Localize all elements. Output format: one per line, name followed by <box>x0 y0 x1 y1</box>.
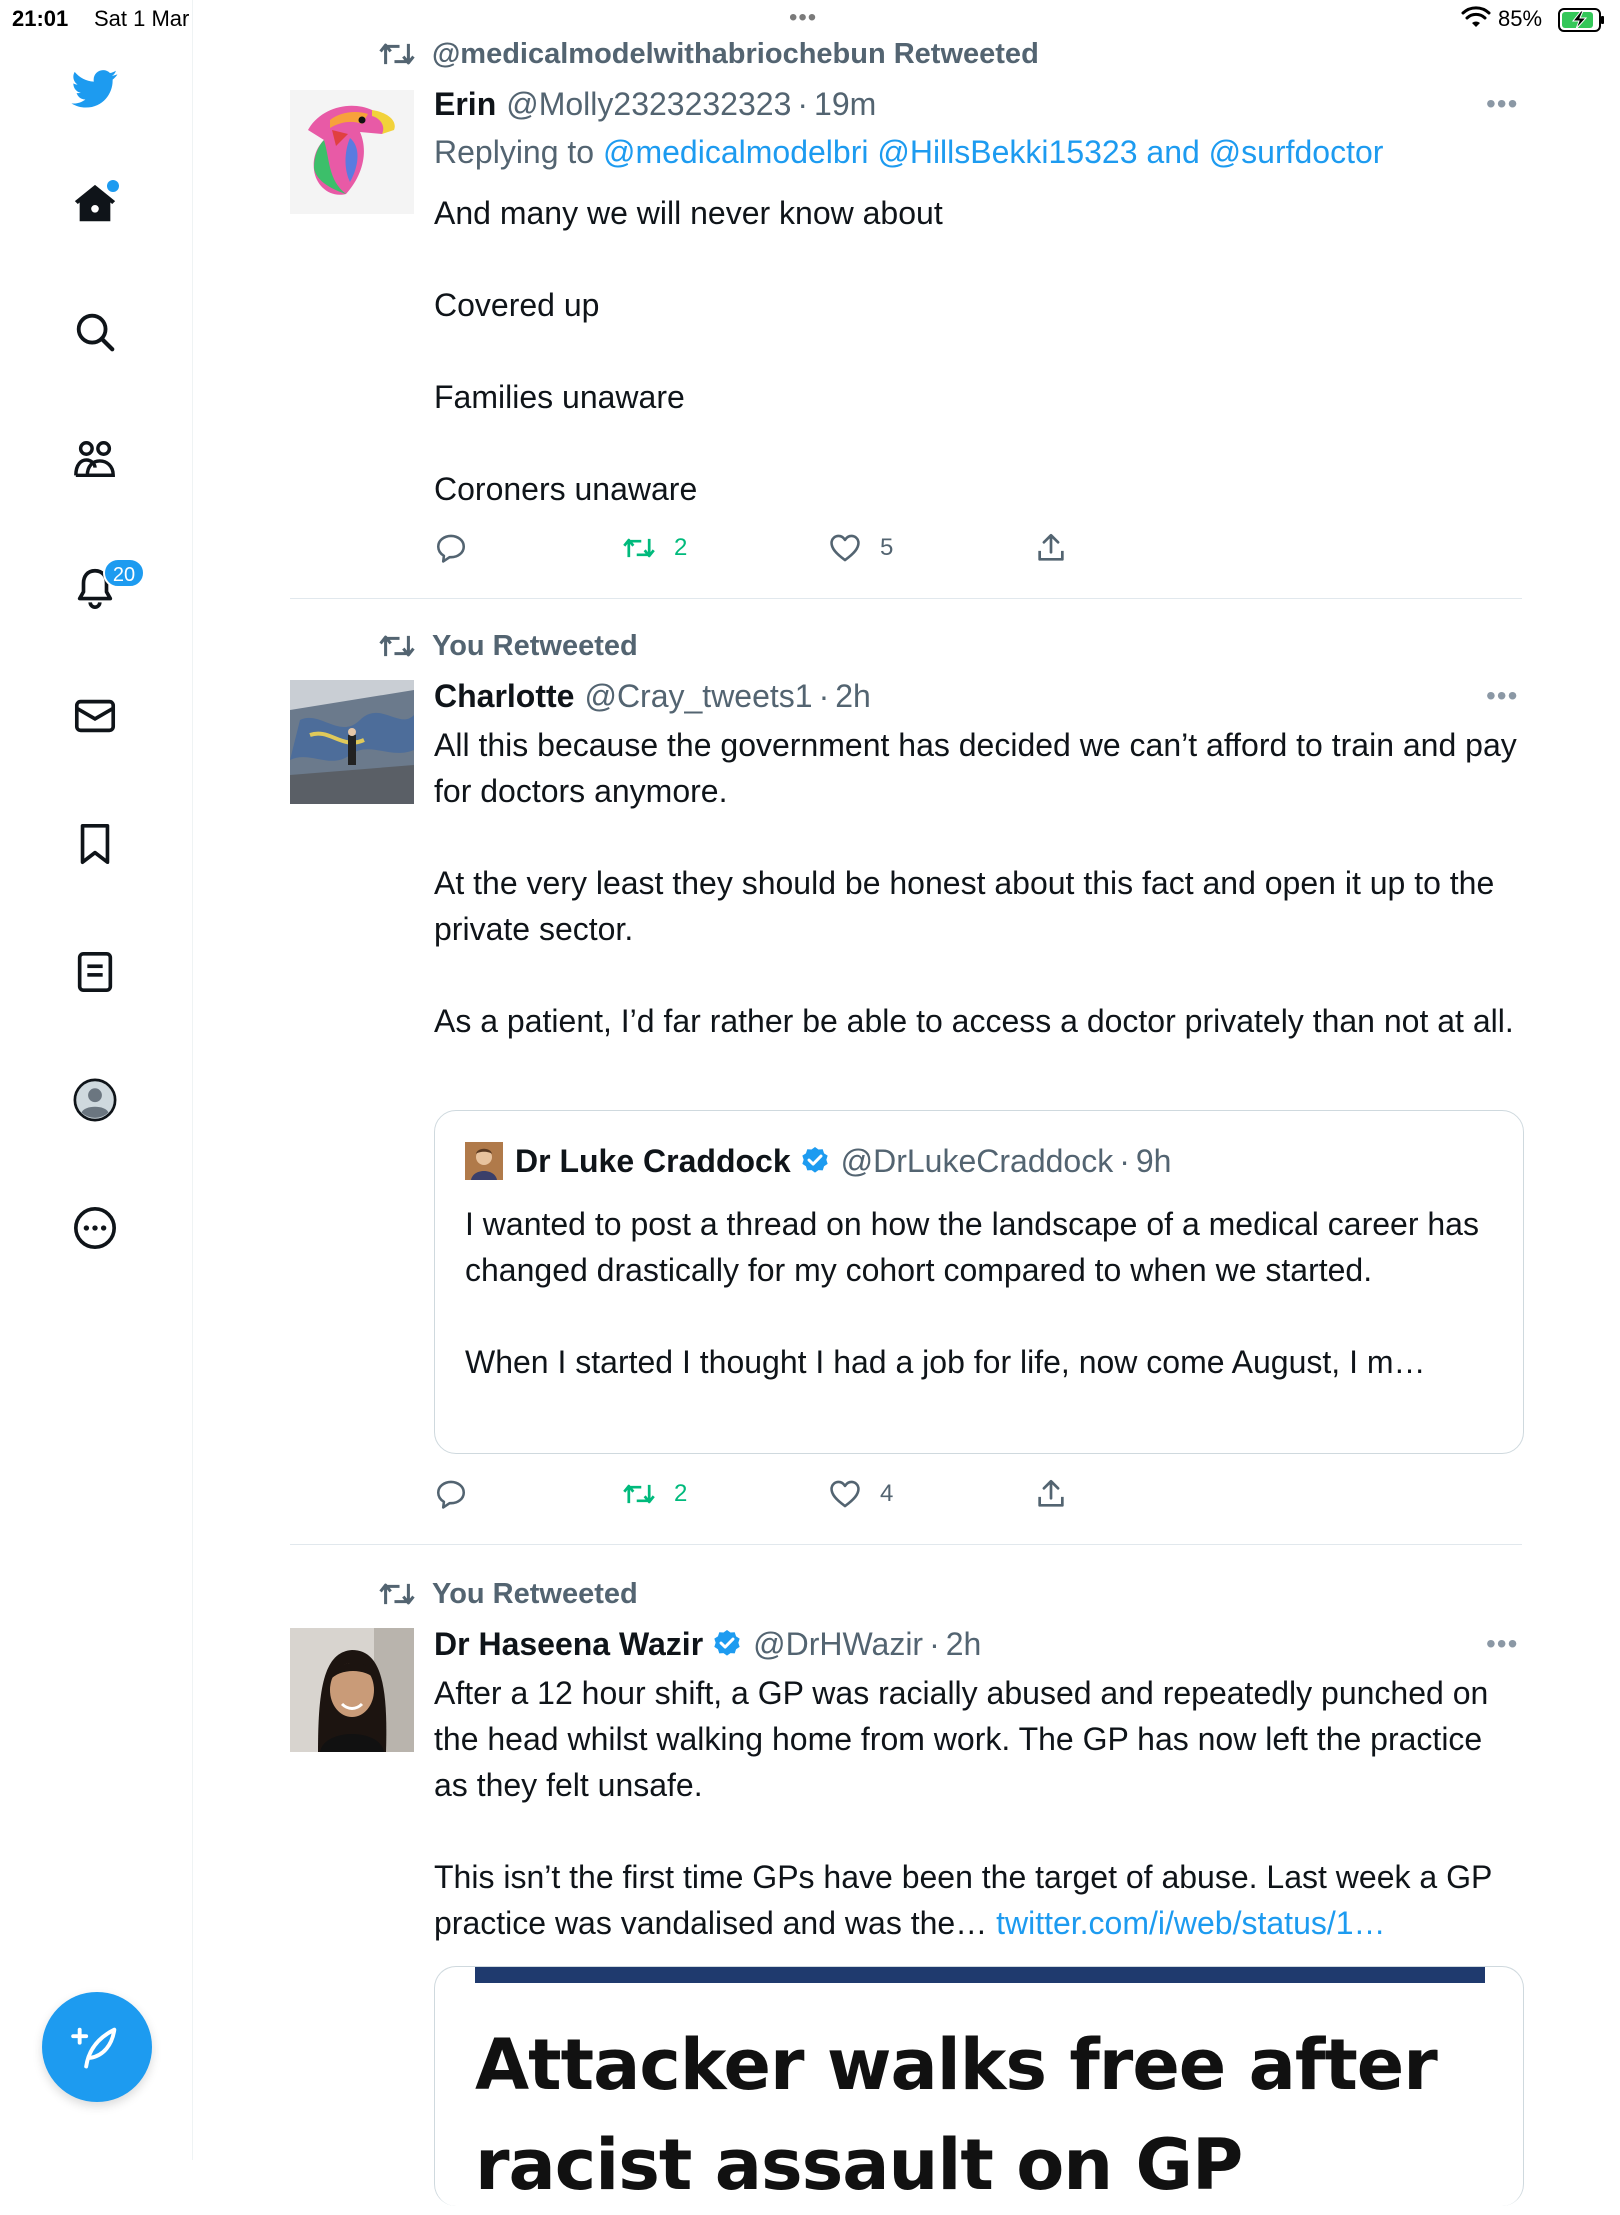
retweet-count: 2 <box>674 1480 688 1507</box>
tweet-divider <box>290 598 1522 599</box>
tweet-time[interactable]: 19m <box>814 85 877 122</box>
like-button[interactable] <box>828 528 893 568</box>
sidebar-item-lists[interactable] <box>63 940 127 1004</box>
heart-icon <box>828 1477 862 1511</box>
tweet-text-line: And many we will never know about <box>434 195 943 231</box>
search-icon <box>72 309 118 355</box>
tweet-text <box>434 190 1524 512</box>
tweet-actions <box>434 1474 1134 1514</box>
like-count: 4 <box>880 1480 894 1507</box>
quoted-text-paragraph: When I started I thought I had a job for life, now come August, I m… <box>465 1344 1426 1380</box>
tweet-link[interactable]: twitter.com/i/web/status/1… <box>996 1905 1386 1941</box>
sidebar-item-explore[interactable] <box>63 300 127 364</box>
tweet-time[interactable]: 2h <box>835 677 871 714</box>
retweet-icon <box>378 1579 416 1609</box>
retweet-button[interactable] <box>622 1474 687 1514</box>
mention-link[interactable]: @surfdoctor <box>1208 134 1384 170</box>
tweet-time[interactable]: 2h <box>945 1625 982 1662</box>
reply-icon <box>434 531 468 565</box>
retweet-context-text: @medicalmodelwithabriochebun Retweeted <box>432 37 1039 70</box>
eagle-avatar-image <box>290 90 414 214</box>
sidebar-item-communities[interactable] <box>63 428 127 492</box>
sidebar-item-notifications[interactable] <box>63 556 136 620</box>
tweet-text-line: Families unaware <box>434 379 685 415</box>
verified-badge-icon <box>799 1145 831 1177</box>
separator-dot: · <box>1119 1142 1130 1179</box>
tweet-text-paragraph <box>434 1854 1524 1946</box>
quoted-text-paragraph: I wanted to post a thread on how the landscape of a medical career has changed drastically for my cohort compared to when we started. <box>465 1206 1479 1288</box>
retweet-icon <box>622 531 656 565</box>
sidebar-item-more[interactable] <box>63 1196 127 1260</box>
tweet-more-button[interactable]: ••• <box>1486 88 1519 119</box>
author-handle[interactable]: @Molly2323232323 <box>506 85 792 122</box>
author-handle[interactable]: @Cray_tweets1 <box>584 677 813 714</box>
status-bar <box>0 0 1620 40</box>
bookmark-icon <box>72 821 118 867</box>
separator-dot: · <box>797 85 809 122</box>
profile-icon <box>72 1077 118 1123</box>
envelope-icon <box>72 693 118 739</box>
tweet-divider <box>290 1544 1522 1545</box>
mention-link[interactable]: @HillsBekki15323 <box>877 134 1138 170</box>
tweet-text-paragraph: After a 12 hour shift, a GP was racially abused and repeatedly punched on the head whilst walking home from work. The GP has now left the practice as they felt unsafe. <box>434 1675 1489 1803</box>
reply-button[interactable] <box>434 1474 486 1514</box>
verified-badge-icon <box>711 1628 743 1660</box>
quoted-tweet[interactable] <box>434 1110 1524 1454</box>
tweet-text <box>434 1670 1524 1946</box>
tweet-actions <box>434 528 1134 568</box>
reply-icon <box>434 1477 468 1511</box>
quoted-tweet-header <box>465 1141 1171 1181</box>
sidebar-item-profile[interactable] <box>63 1068 127 1132</box>
retweet-context <box>378 36 1039 72</box>
people-icon <box>72 437 118 483</box>
retweet-context <box>378 1576 638 1612</box>
list-icon <box>72 949 118 995</box>
like-button[interactable] <box>828 1474 893 1514</box>
battery-percent: 85% <box>1498 6 1543 31</box>
street-art-avatar-image <box>290 680 414 804</box>
status-time: 21:01 <box>12 6 69 31</box>
like-count: 5 <box>880 534 894 561</box>
wifi-icon <box>1462 7 1490 29</box>
separator-dot: · <box>818 677 830 714</box>
sidebar-item-messages[interactable] <box>63 684 127 748</box>
avatar[interactable] <box>290 90 414 214</box>
avatar[interactable] <box>290 680 414 804</box>
sidebar-item-bookmarks[interactable] <box>63 812 127 876</box>
retweet-icon <box>378 39 416 69</box>
tweet-header <box>434 84 876 124</box>
card-headline: Attacker walks free after racist assault on GP <box>475 2024 1437 2206</box>
tweet-text-paragraph: As a patient, I’d far rather be able to access a doctor privately than not at all. <box>434 1003 1514 1039</box>
more-circle-icon <box>72 1205 118 1251</box>
author-handle[interactable]: @DrHWazir <box>753 1625 924 1662</box>
card-accent-bar <box>475 1967 1485 1983</box>
retweet-icon <box>622 1477 656 1511</box>
avatar[interactable] <box>290 1628 414 1752</box>
twitter-bird-icon <box>72 65 118 111</box>
battery-charging-icon <box>1558 8 1606 32</box>
quoted-tweet-time: 9h <box>1135 1142 1172 1179</box>
tweet-more-button[interactable]: ••• <box>1486 680 1519 711</box>
share-icon <box>1034 531 1068 565</box>
retweet-button[interactable] <box>622 528 687 568</box>
heart-icon <box>828 531 862 565</box>
mention-link[interactable]: @medicalmodelbri <box>602 134 869 170</box>
reply-button[interactable] <box>434 528 486 568</box>
sidebar <box>0 0 193 2160</box>
quoted-avatar <box>465 1142 503 1180</box>
author-name[interactable]: Charlotte <box>434 677 575 714</box>
status-date: Sat 1 Mar <box>94 6 190 31</box>
portrait-avatar-image <box>290 1628 414 1752</box>
tweet-header <box>434 1624 981 1664</box>
multitasking-dots[interactable]: ••• <box>789 4 818 31</box>
separator-dot: · <box>929 1625 940 1662</box>
home-unread-dot <box>107 180 119 192</box>
tweet-text-line: Coroners unaware <box>434 471 698 507</box>
notification-count-badge: 20 <box>103 558 145 588</box>
compose-tweet-button[interactable] <box>42 1992 152 2102</box>
retweet-context-text: You Retweeted <box>432 1577 638 1610</box>
quoted-avatar-image <box>465 1142 503 1180</box>
tweet-text-paragraph: At the very least they should be honest about this fact and open it up to the private sector. <box>434 865 1495 947</box>
quoted-tweet-text <box>465 1201 1495 1385</box>
tweet-text <box>434 722 1524 1044</box>
replying-to-label: Replying to <box>434 134 595 170</box>
retweet-context <box>378 628 638 664</box>
share-icon <box>1034 1477 1068 1511</box>
tweet-more-button[interactable]: ••• <box>1486 1628 1519 1659</box>
replying-to <box>434 134 1383 171</box>
tweet-text-line: Covered up <box>434 287 600 323</box>
author-name[interactable]: Dr Haseena Wazir <box>434 1625 704 1662</box>
twitter-logo[interactable] <box>63 56 127 120</box>
retweet-icon <box>378 631 416 661</box>
compose-icon <box>71 2021 123 2073</box>
share-button[interactable] <box>1034 1474 1086 1514</box>
quoted-author-handle: @DrLukeCraddock <box>840 1142 1114 1179</box>
quoted-author-name: Dr Luke Craddock <box>515 1142 791 1179</box>
tweet-header <box>434 676 871 716</box>
sidebar-item-home[interactable] <box>63 172 127 236</box>
author-name[interactable]: Erin <box>434 85 497 122</box>
retweet-count: 2 <box>674 534 688 561</box>
link-preview-card[interactable] <box>434 1966 1524 2206</box>
share-button[interactable] <box>1034 528 1086 568</box>
mention-and: and <box>1146 134 1200 170</box>
tweet-text-content: This isn’t the first time GPs have been the target of abuse. Last week a GP practice was vandalised and was the… <box>434 1859 1492 1941</box>
tweet-text-paragraph: All this because the government has decided we can’t afford to train and pay for doctors anymore. <box>434 727 1517 809</box>
retweet-context-text: You Retweeted <box>432 629 638 662</box>
